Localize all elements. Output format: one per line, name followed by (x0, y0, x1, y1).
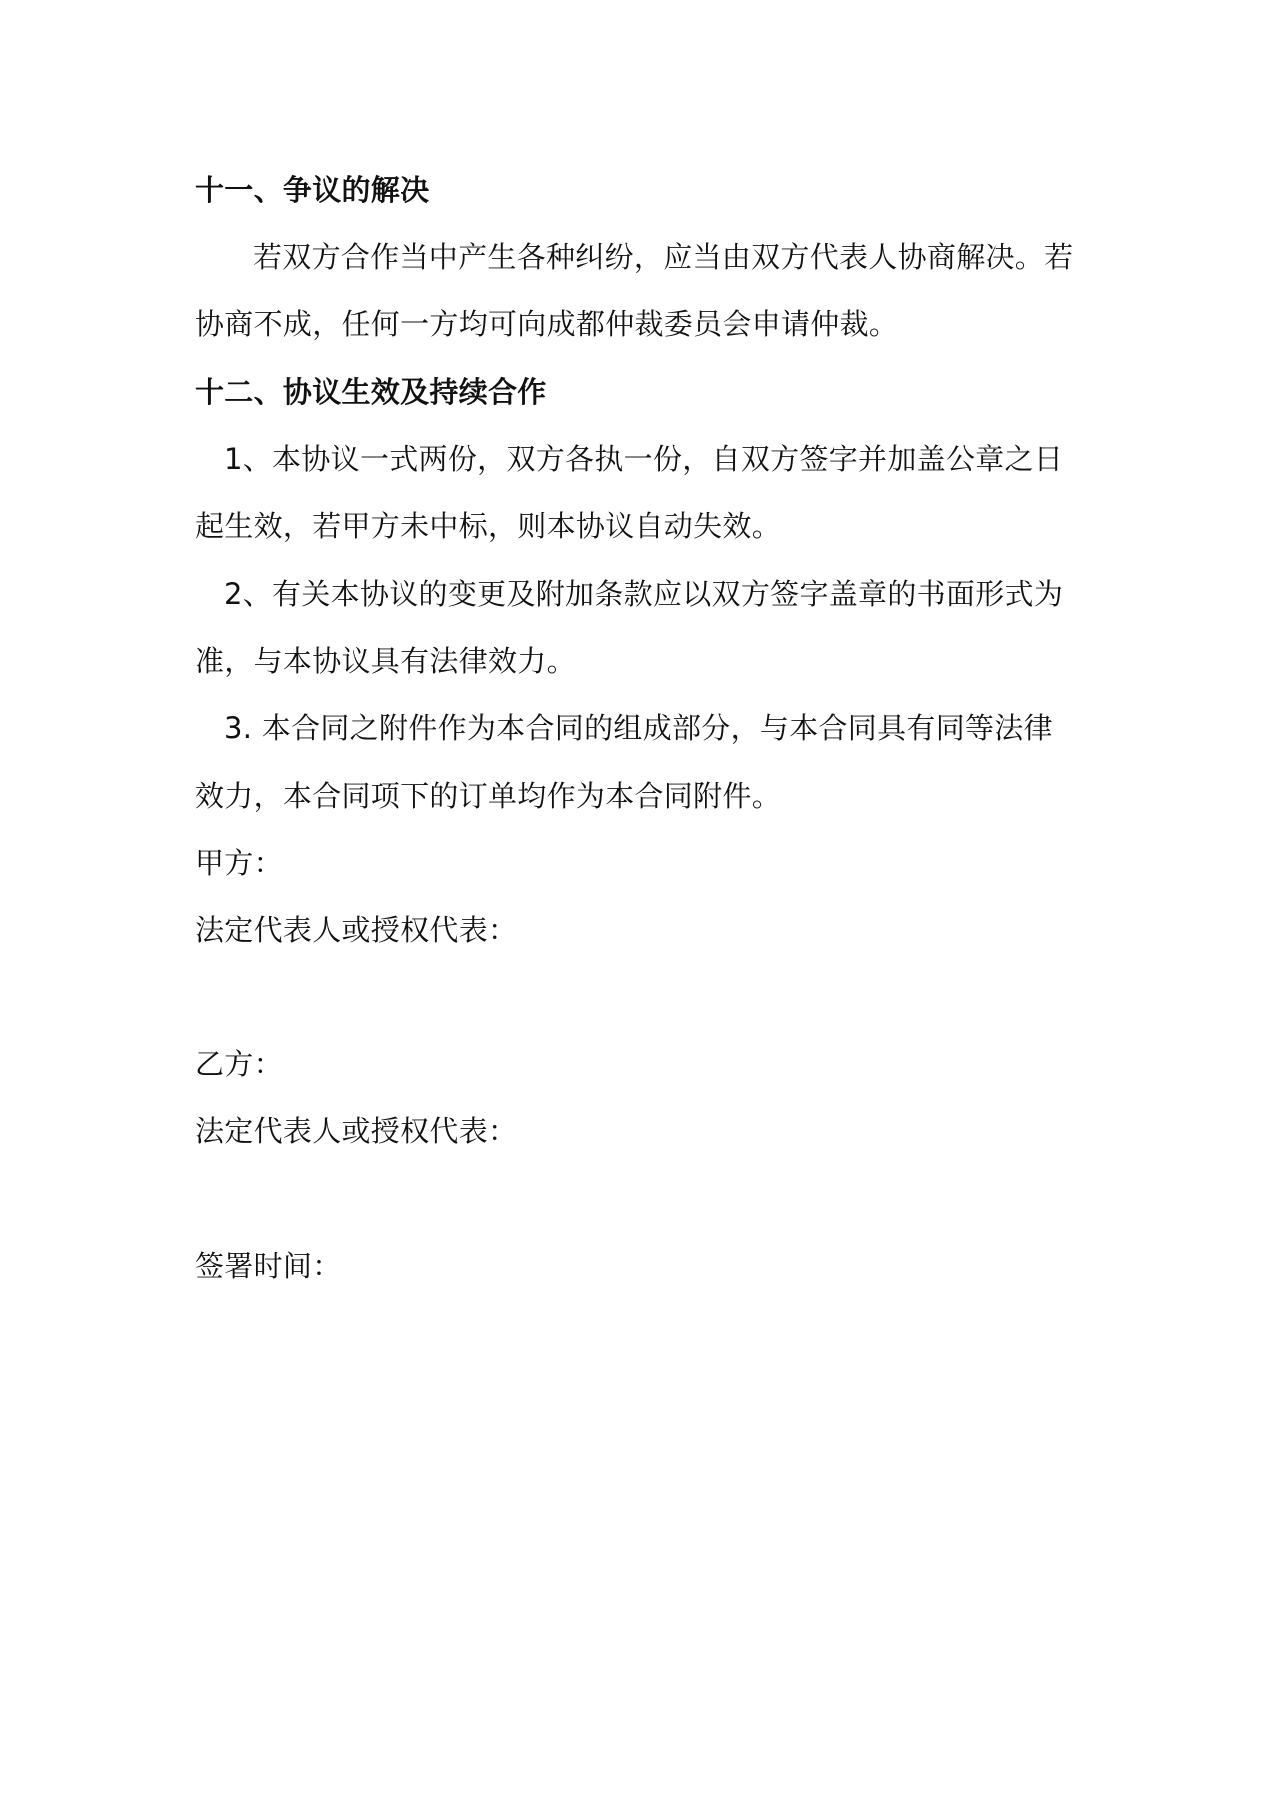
party-a-label: 甲方： (195, 846, 283, 880)
party-a-representative-label: 法定代表人或授权代表： (195, 913, 518, 947)
section-12-item-2-line-2: 准，与本协议具有法律效力。 (195, 644, 576, 678)
section-12-heading: 十二、协议生效及持续合作 (195, 375, 547, 409)
party-b-representative-label: 法定代表人或授权代表： (195, 1114, 518, 1148)
signing-date-label: 签署时间： (195, 1249, 342, 1283)
section-12-item-2-line-1: 2、有关本协议的变更及附加条款应以双方签字盖章的书面形式为 (224, 577, 1064, 611)
section-12-item-1-line-1: 1、本协议一式两份，双方各执一份，自双方签字并加盖公章之日 (224, 442, 1064, 476)
section-12-item-3-line-2: 效力，本合同项下的订单均作为本合同附件。 (195, 779, 782, 813)
section-12-item-1-line-2: 起生效，若甲方未中标，则本协议自动失效。 (195, 509, 782, 543)
party-b-label: 乙方： (195, 1047, 283, 1081)
section-11-heading: 十一、争议的解决 (195, 173, 430, 207)
section-11-paragraph-line-1: 若双方合作当中产生各种纠纷，应当由双方代表人协商解决。若 (253, 240, 1074, 274)
section-11-paragraph-line-2: 协商不成，任何一方均可向成都仲裁委员会申请仲裁。 (195, 307, 899, 341)
section-12-item-3-line-1: 3. 本合同之附件作为本合同的组成部分，与本合同具有同等法律 (224, 711, 1053, 745)
